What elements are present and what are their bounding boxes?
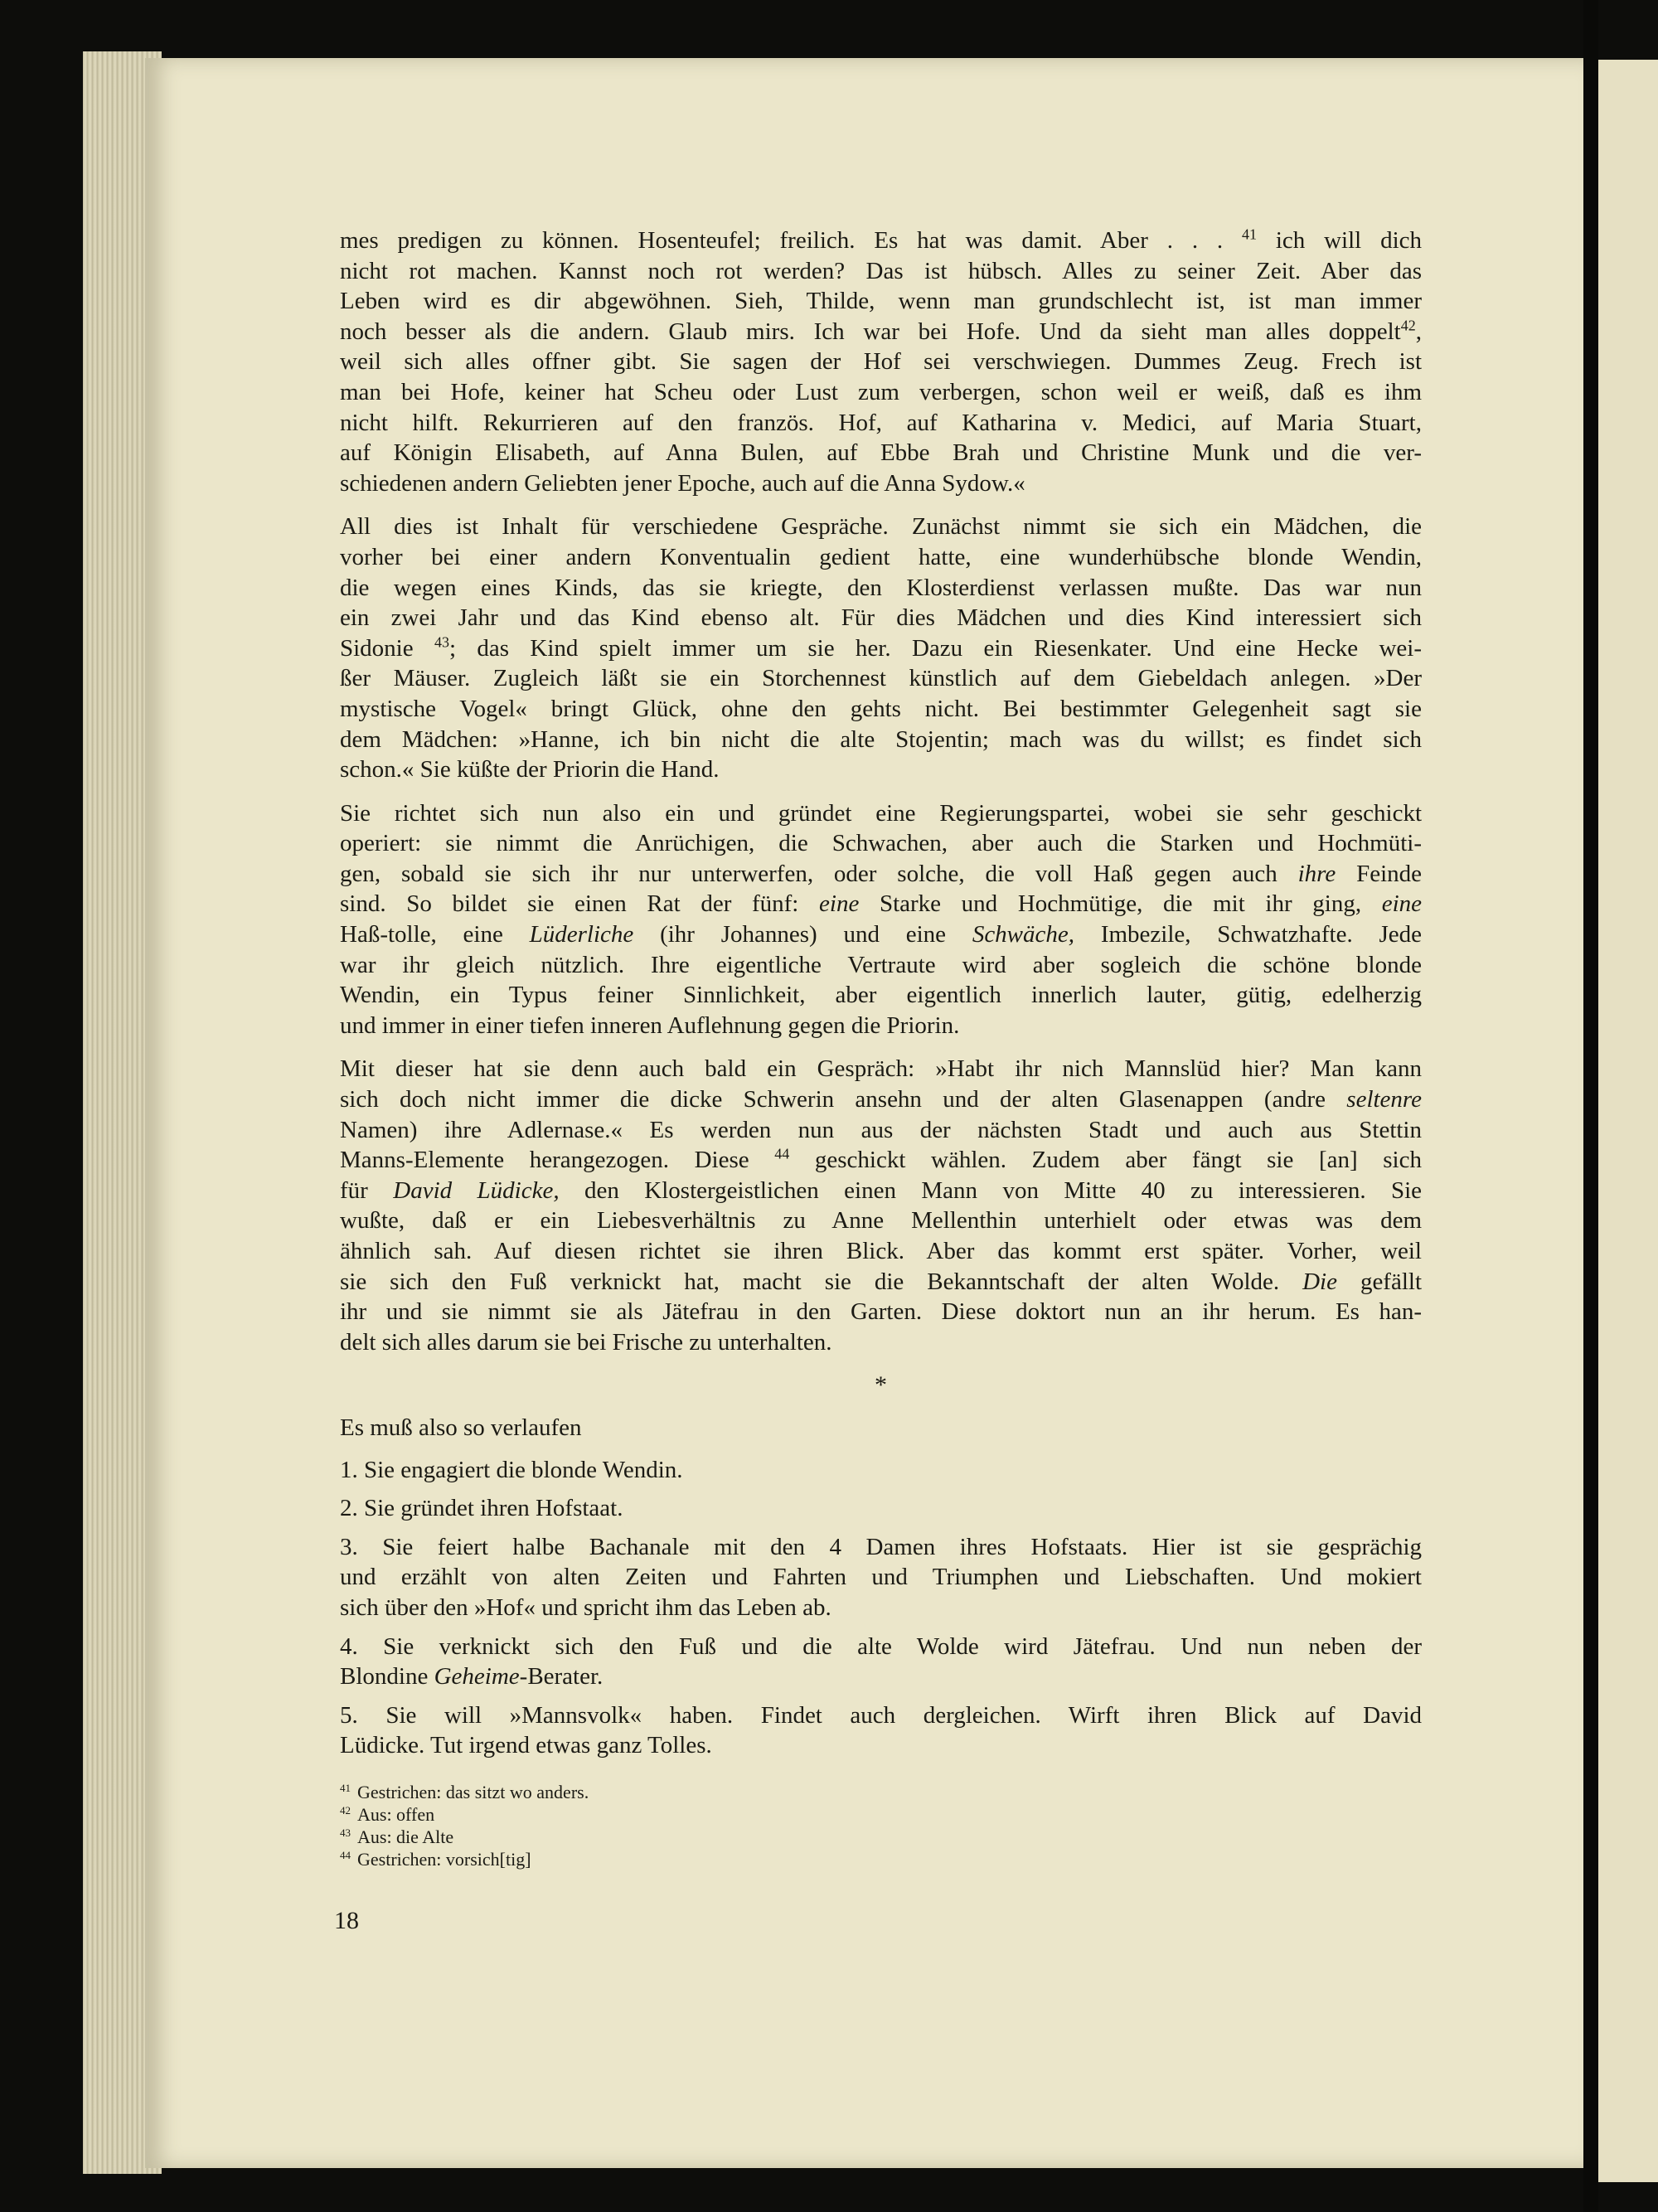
list-item-text: Blondine Geheime-Berater. [340,1663,604,1691]
text-line: vorher bei einer andern Konventualin gedient hatte, eine wunderhübsche blonde Wendin, [340,543,1422,570]
text-line: mystische Vogel« bringt Glück, ohne den gehts nicht. Bei bestimmter Gelegenheit sagt sie [340,695,1422,722]
next-page-edge [1598,60,1658,2182]
footnote-text: Gestrichen: vorsich[tig] [357,1849,531,1870]
text-line: war ihr gleich nützlich. Ihre eigentliche Vertraute wird aber sogleich die schöne blonde [340,951,1422,978]
footnote-text: Aus: die Alte [357,1826,454,1847]
paragraph-4 [340,1054,1422,1357]
footnote-number: 44 [340,1848,351,1861]
text-line: Wendin, ein Typus feiner Sinnlichkeit, aber eigentlich innerlich lauter, gütig, edelherzig [340,982,1422,1009]
text-line: für David Lüdicke, den Klostergeistlichen einen Mann von Mitte 40 zu interessieren. Sie [340,1176,1423,1204]
footnote-text: Gestrichen: das sitzt wo anders. [357,1782,589,1802]
list-item-text: und erzählt von alten Zeiten und Fahrten und Triumphen und Liebschaften. Und mokiert [340,1564,1422,1591]
footnote-ref[interactable]: 42 [1400,317,1416,334]
text-line: noch besser als die andern. Glaub mirs. Ich war bei Hofe. Und da sieht man alles doppelt$^{42}$, [340,317,1422,345]
text-line: Namen) ihre Adlernase.« Es werden nun aus der nächsten Stadt und auch aus Stettin [340,1116,1422,1143]
text-line: und immer in einer tiefen inneren Auflehnung gegen die Priorin. [340,1011,960,1039]
footnote-number: 43 [340,1826,351,1839]
footnote-number: 41 [340,1781,351,1794]
list-item [340,1700,1422,1761]
text-line: dem Mädchen: »Hanne, ich bin nicht die alte Stojentin; mach was du willst; es findet sich [340,725,1422,753]
footnote [340,1781,589,1803]
text-line: sie sich den Fuß verknickt hat, macht sie die Bekanntschaft der alten Wolde. Die gefällt [340,1268,1423,1295]
list-item [340,1493,1422,1524]
text-line: die wegen eines Kinds, das sie kriegte, den Klosterdienst verlassen mußte. Das war nun [340,574,1422,601]
footnote-ref[interactable]: 41 [1242,226,1257,243]
text-line: auf Königin Elisabeth, auf Anna Bulen, auf Ebbe Brah und Christine Munk und die ver- [340,439,1422,467]
text-line: Haß-tolle, eine Lüderliche (ihr Johannes) und eine Schwäche, Imbezile, Schwatzhafte. Jede [340,921,1423,948]
text-line: weil sich alles offner gibt. Sie sagen der Hof sei verschwiegen. Dummes Zeug. Frech ist [340,348,1422,376]
text-line: Sidonie $^{43}$; das Kind spielt immer um sie her. Dazu ein Riesenkater. Und eine Hecke wei- [340,633,1422,662]
footnote-ref[interactable]: 44 [774,1145,790,1162]
paragraph-1 [340,226,1422,498]
list-item [340,1632,1422,1692]
text-line: delt sich alles darum sie bei Frische zu unterhalten. [340,1328,832,1356]
list-item [340,1532,1422,1623]
section-separator: * [875,1371,887,1399]
text-line: nicht rot machen. Kannst noch rot werden? Das ist hübsch. Alles zu seiner Zeit. Aber das [340,257,1422,284]
text-line: ein zwei Jahr und das Kind ebenso alt. Für dies Mädchen und dies Kind interessiert sich [340,604,1422,632]
text-line: All dies ist Inhalt für verschiedene Gespräche. Zunächst nimmt sie sich ein Mädchen, die [340,513,1422,541]
text-line: Mit dieser hat sie denn auch bald ein Gespräch: »Habt ihr nich Mannslüd hier? Man kann [340,1055,1422,1083]
footnote [340,1826,589,1848]
list-item-text: Lüdicke. Tut irgend etwas ganz Tolles. [340,1732,712,1759]
list-item-text: 5. Sie will »Mannsvolk« haben. Findet auch dergleichen. Wirft ihren Blick auf David [340,1701,1422,1729]
text-line: wußte, daß er ein Liebesverhältnis zu Anne Mellenthin unterhielt oder etwas was dem [340,1207,1422,1235]
text-line: sind. So bildet sie einen Rat der fünf: eine Starke und Hochmütige, die mit ihr ging, eine [340,890,1423,918]
page-body [340,226,1422,1769]
text-line: nicht hilft. Rekurrieren auf den französ. Hof, auf Katharina v. Medici, auf Maria Stuart, [340,409,1422,436]
page-number: 18 [334,1907,359,1934]
list-item-text: 2. Sie gründet ihren Hofstaat. [340,1495,623,1522]
text-line: operiert: sie nimmt die Anrüchigen, die Schwachen, aber auch die Starken und Hochmüti- [340,830,1422,857]
list-item-text: sich über den »Hof« und spricht ihm das Leben ab. [340,1594,831,1621]
footnote-text: Aus: offen [357,1804,435,1825]
text-line: sich doch nicht immer die dicke Schwerin ansehn und der alten Glasenappen (andre seltenre [340,1086,1423,1113]
text-line: man bei Hofe, keiner hat Scheu oder Lust zum verbergen, schon weil er weiß, daß es ihm [340,378,1422,405]
book-gutter [1583,0,1598,2212]
list-item-text: 1. Sie engagiert die blonde Wendin. [340,1456,683,1483]
list-item-text: 3. Sie feiert halbe Bachanale mit den 4 Damen ihres Hofstaats. Hier ist sie gesprächig [340,1533,1422,1560]
text-line: ßer Mäuser. Zugleich läßt sie ein Storchennest künstlich auf dem Giebeldach anlegen. »Der [340,665,1422,692]
text-line: Leben wird es dir abgewöhnen. Sieh, Thilde, wenn man grundschlecht ist, ist man immer [340,288,1422,315]
list-item-text: 4. Sie verknickt sich den Fuß und die alte Wolde wird Jätefrau. Und nun neben der [340,1632,1422,1660]
text-line: Manns-Elemente herangezogen. Diese $^{44}$ geschickt wählen. Zudem aber fängt sie [an] sich [340,1145,1422,1174]
text-line: mes predigen zu können. Hosenteufel; freilich. Es hat was damit. Aber . . . $^{41}$ ich will dich [340,226,1422,254]
footnote [340,1848,589,1870]
footnote [340,1803,589,1826]
text-line: ähnlich sah. Auf diesen richtet sie ihren Blick. Aber das kommt erst später. Vorher, weil [340,1238,1422,1264]
text-line: Sie richtet sich nun also ein und gründet eine Regierungspartei, wobei sie sehr geschickt [340,799,1422,827]
footnote-number: 42 [340,1803,351,1817]
text-line: schon.« Sie küßte der Priorin die Hand. [340,756,720,783]
list-intro: Es muß also so verlaufen [340,1414,582,1441]
list-item [340,1455,1422,1486]
text-line: gen, sobald sie sich ihr nur unterwerfen, oder solche, die voll Haß gegen auch ihre Feinde [340,860,1423,887]
footnote-ref[interactable]: 43 [434,633,449,651]
paragraph-3 [340,798,1422,1041]
text-line: ihr und sie nimmt sie als Jätefrau in den Garten. Diese doktort nun an ihr herum. Es han- [340,1298,1422,1326]
paragraph-2 [340,512,1422,784]
footnotes [340,1781,589,1870]
text-line: schiedenen andern Geliebten jener Epoche, auch auf die Anna Sydow.« [340,469,1025,497]
